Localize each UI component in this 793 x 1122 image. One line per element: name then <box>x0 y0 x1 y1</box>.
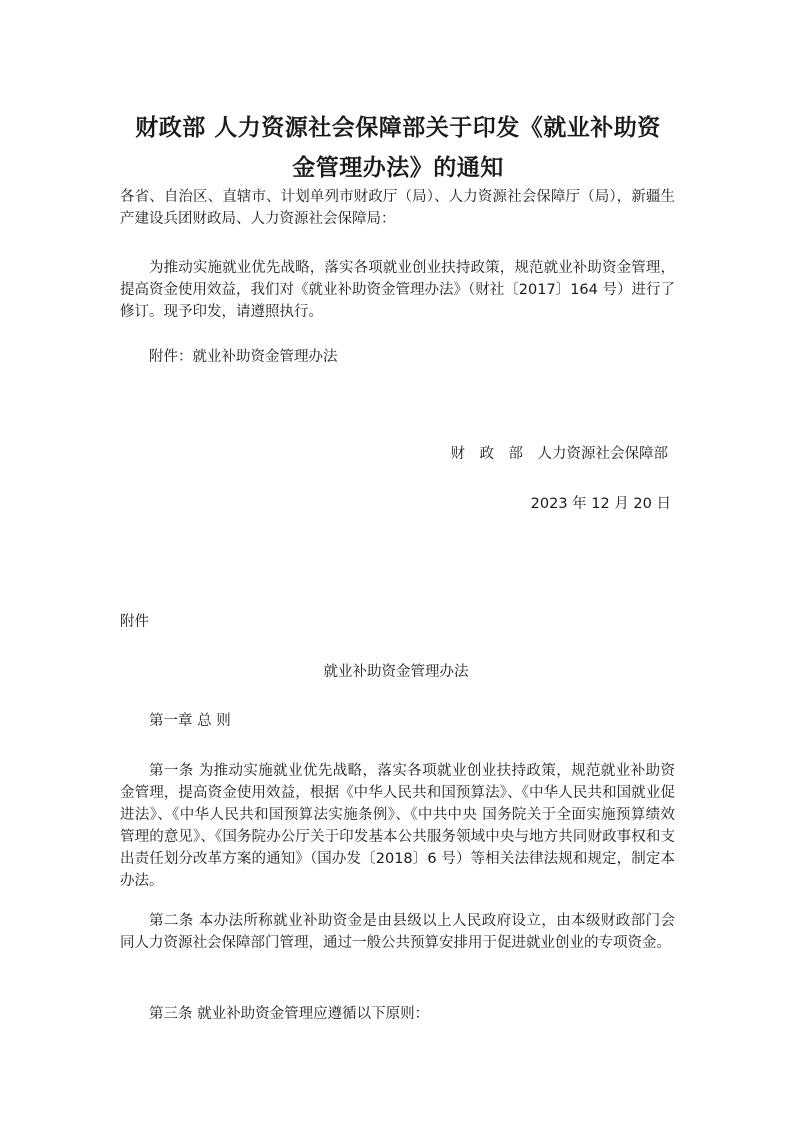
title-line-1: 财政部 人力资源社会保障部关于印发《就业补助资 <box>135 115 661 141</box>
chapter-heading: 第一章 总 则 <box>149 713 231 729</box>
issue-date: 2023 年 12 月 20 日 <box>530 496 671 512</box>
annex-title: 就业补助资金管理办法 <box>323 664 469 680</box>
attachment-note: 附件：就业补助资金管理办法 <box>149 349 338 365</box>
addressee: 各省、自治区、直辖市、计划单列市财政厅（局）、人力资源社会保障厅（局），新疆生产建设兵团财政局、人力资源社会保障局： <box>120 189 675 227</box>
signature: 财 政 部 人力资源社会保障部 <box>450 446 668 462</box>
article-2: 第二条 本办法所称就业补助资金是由县级以上人民政府设立，由本级财政部门会同人力资源社会保障部门管理，通过一般公共预算安排用于促进就业创业的专项资金。 <box>120 913 675 951</box>
document-title <box>118 108 678 188</box>
article-1: 第一条 为推动实施就业优先战略，落实各项就业创业扶持政策，规范就业补助资金管理，提高资金使用效益，根据《中华人民共和国预算法》、《中华人民共和国就业促进法》、《中华人民共和国预算法实施条例》、《中共中央 国务院关于全面实施预算绩效管理的意见》、《国务院办公厅关于印发基本公共服务领域中央与地方共同财政事权和支出责任划分改革方案的通知》（国办发〔2018〕6 号）等相关法律法规和规定，制定本办法。 <box>120 763 675 889</box>
annex-label: 附件 <box>120 614 149 630</box>
body-paragraph: 为推动实施就业优先战略，落实各项就业创业扶持政策，规范就业补助资金管理，提高资金使用效益，我们对《就业补助资金管理办法》（财社〔2017〕164 号）进行了修订。现予印发，请遵照执行。 <box>120 260 675 320</box>
title-line-2: 金管理办法》的通知 <box>292 155 504 181</box>
article-3: 第三条 就业补助资金管理应遵循以下原则： <box>149 1006 430 1022</box>
